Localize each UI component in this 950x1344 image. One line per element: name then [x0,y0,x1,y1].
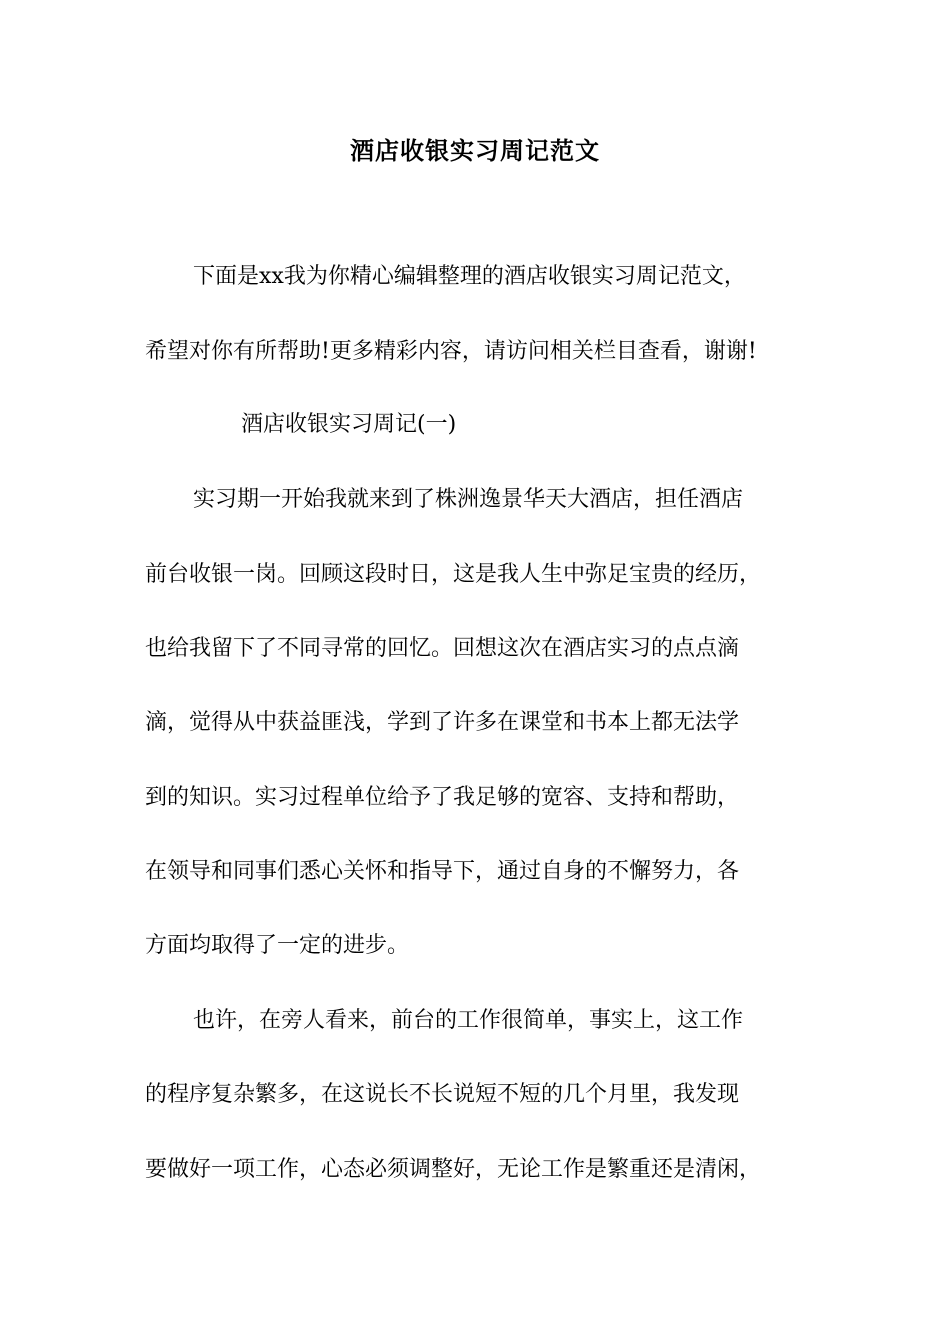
paragraph-line: 的程序复杂繁多，在这说长不长说短不短的几个月里，我发现 [145,1082,740,1107]
paragraph-line: 在领导和同事们悉心关怀和指导下，通过自身的不懈努力，各 [145,859,740,884]
paragraph-line: 前台收银一岗。回顾这段时日，这是我人生中弥足宝贵的经历， [145,562,762,587]
paragraph-line: 滴，觉得从中获益匪浅，学到了许多在课堂和书本上都无法学 [145,710,740,735]
paragraph-line: 也许，在旁人看来，前台的工作很简单，事实上，这工作 [193,1008,744,1033]
section-heading: 酒店收银实习周记(一) [241,412,457,437]
paragraph-line: 方面均取得了一定的进步。 [145,933,410,958]
paragraph-line: 下面是xx我为你精心编辑整理的酒店收银实习周记范文， [193,264,746,289]
paragraph-line: 到的知识。实习过程单位给予了我足够的宽容、支持和帮助， [145,785,740,810]
paragraph-line: 要做好一项工作，心态必须调整好，无论工作是繁重还是清闲， [145,1157,762,1182]
paragraph-line: 希望对你有所帮助!更多精彩内容，请访问相关栏目查看，谢谢! [145,339,757,364]
document-title: 酒店收银实习周记范文 [350,136,600,165]
paragraph-line: 实习期一开始我就来到了株洲逸景华天大酒店，担任酒店 [193,487,744,512]
paragraph-line: 也给我留下了不同寻常的回忆。回想这次在酒店实习的点点滴 [145,636,740,661]
